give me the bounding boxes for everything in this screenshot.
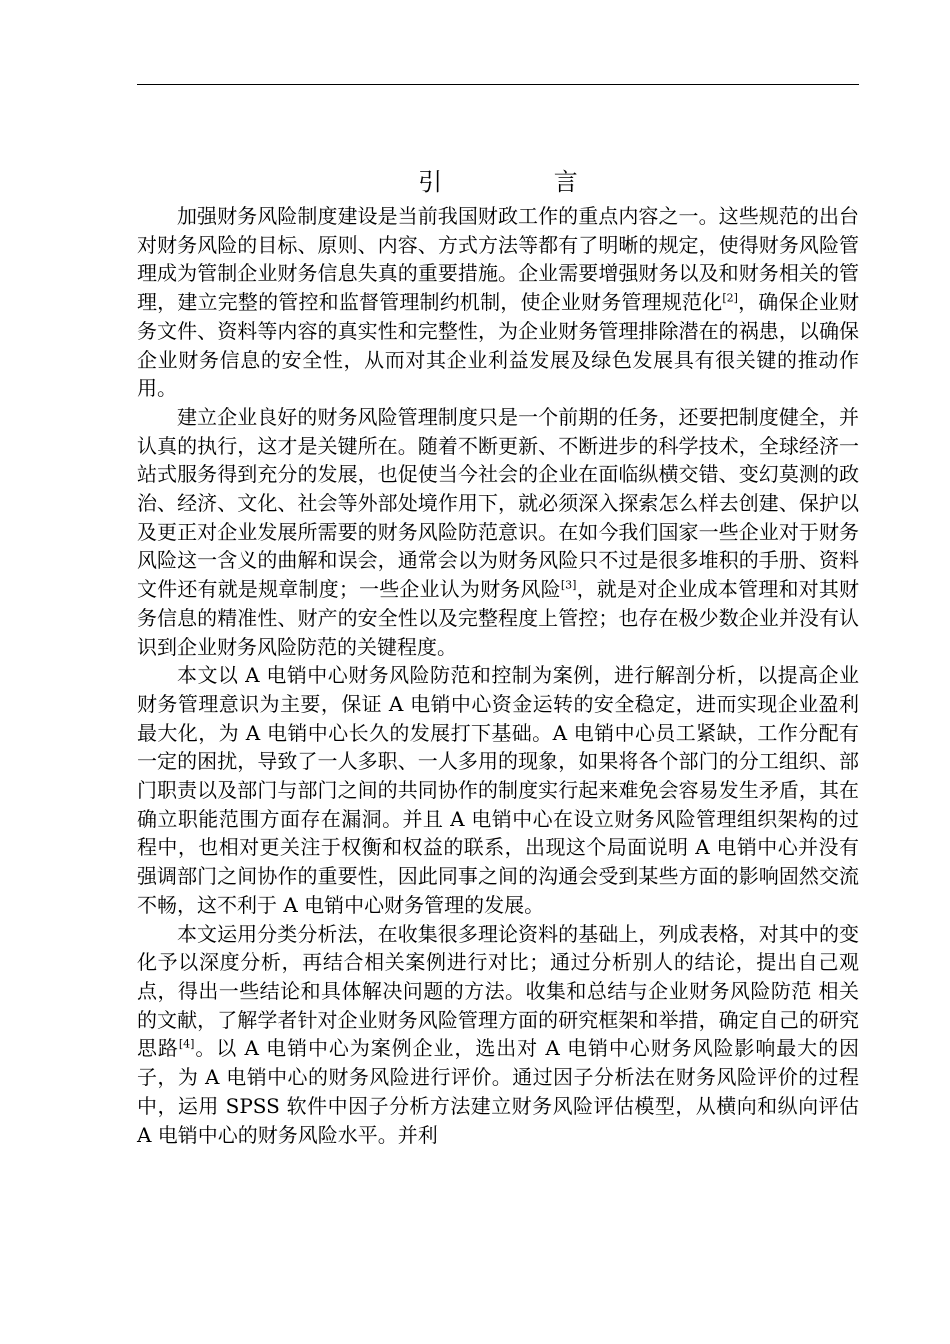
paragraph-text: 本文以 A 电销中心财务风险防范和控制为案例，进行解剖分析，以提高企业财务管理意识为主要，保证 A 电销中心资金运转的安全稳定，进而实现企业盈利最大化，为 A 电销中心长久的发展打下基础。A 电销中心员工紧缺，工作分配有一定的困扰，导致了一人多职、一人多用的现象，如果将各个部门的分工组织、部门职责以及部门与部门之间的共同协作的制度实行起来难免会容易发生矛盾，其在确立职能范围方面存在漏洞。并且 A 电销中心在设立财务风险管理组织架构的过程中，也相对更关注于权衡和权益的联系，出现这个局面说明 A 电销中心并没有强调部门之间协作的重要性，因此同事之间的沟通会受到某些方面的影响固然交流不畅，这不利于 A 电销中心财务管理的发展。 bbox=[137, 663, 859, 917]
body-paragraph bbox=[137, 920, 859, 1150]
header-rule bbox=[137, 84, 859, 85]
citation-reference: [2] bbox=[722, 291, 738, 305]
paragraph-text: 建立企业良好的财务风险管理制度只是一个前期的任务，还要把制度健全，并认真的执行，这才是关键所在。随着不断更新、不断进步的科学技术，全球经济一站式服务得到充分的发展，也促使当今社会的企业在面临纵横交错、变幻莫测的政治、经济、文化、社会等外部处境作用下，就必须深入探索怎么样去创建、保护以及更正对企业发展所需要的财务风险防范意识。在如今我们国家一些企业对于财务风险这一含义的曲解和误会，通常会以为财务风险只不过是很多堆积的手册、资料文件还有就是规章制度；一些企业认为财务风险 bbox=[137, 404, 859, 602]
paragraph-text: 。以 A 电销中心为案例企业，选出对 A 电销中心财务风险影响最大的因子，为 A 电销中心的财务风险进行评价。通过因子分析法在财务风险评价的过程中，运用 SPSS 软件中因子分析方法建立财务风险评估模型，从横向和纵向评估 A 电销中心的财务风险水平。并利 bbox=[137, 1036, 859, 1147]
body-paragraph bbox=[137, 202, 859, 403]
paragraph-text: 本文运用分类分析法，在收集很多理论资料的基础上，列成表格，对其中的变化予以深度分析，再结合相关案例进行对比；通过分析别人的结论，提出自己观点，得出一些结论和具体解决问题的方法。收集和总结与企业财务风险防范 相关的文献，了解学者针对企业财务风险管理方面的研究框架和举措，确定自己的研究思路 bbox=[137, 921, 859, 1061]
body-text bbox=[137, 202, 859, 1149]
paragraph-text: ，就是对企业成本管理和对其财务信息的精准性、财产的安全性以及完整程度上管控；也存在极少数企业并没有认识到企业财务风险防范的关键程度。 bbox=[137, 577, 859, 659]
paragraph-text: 加强财务风险制度建设是当前我国财政工作的重点内容之一。这些规范的出台对财务风险的目标、原则、内容、方式方法等都有了明晰的规定，使得财务风险管理成为管制企业财务信息失真的重要措施。企业需要增强财务以及和财务相关的管理，建立完整的管控和监督管理制约机制，使企业财务管理规范化 bbox=[137, 204, 859, 315]
body-paragraph bbox=[137, 403, 859, 661]
section-title: 引 言 bbox=[418, 168, 630, 196]
body-paragraph bbox=[137, 661, 859, 919]
paragraph-text: ，确保企业财务文件、资料等内容的真实性和完整性，为企业财务管理排除潜在的祸患，以确保企业财务信息的安全性，从而对其企业利益发展及绿色发展具有很关键的推动作用。 bbox=[137, 290, 860, 401]
citation-reference: [3] bbox=[560, 578, 577, 592]
citation-reference: [4] bbox=[178, 1037, 195, 1051]
